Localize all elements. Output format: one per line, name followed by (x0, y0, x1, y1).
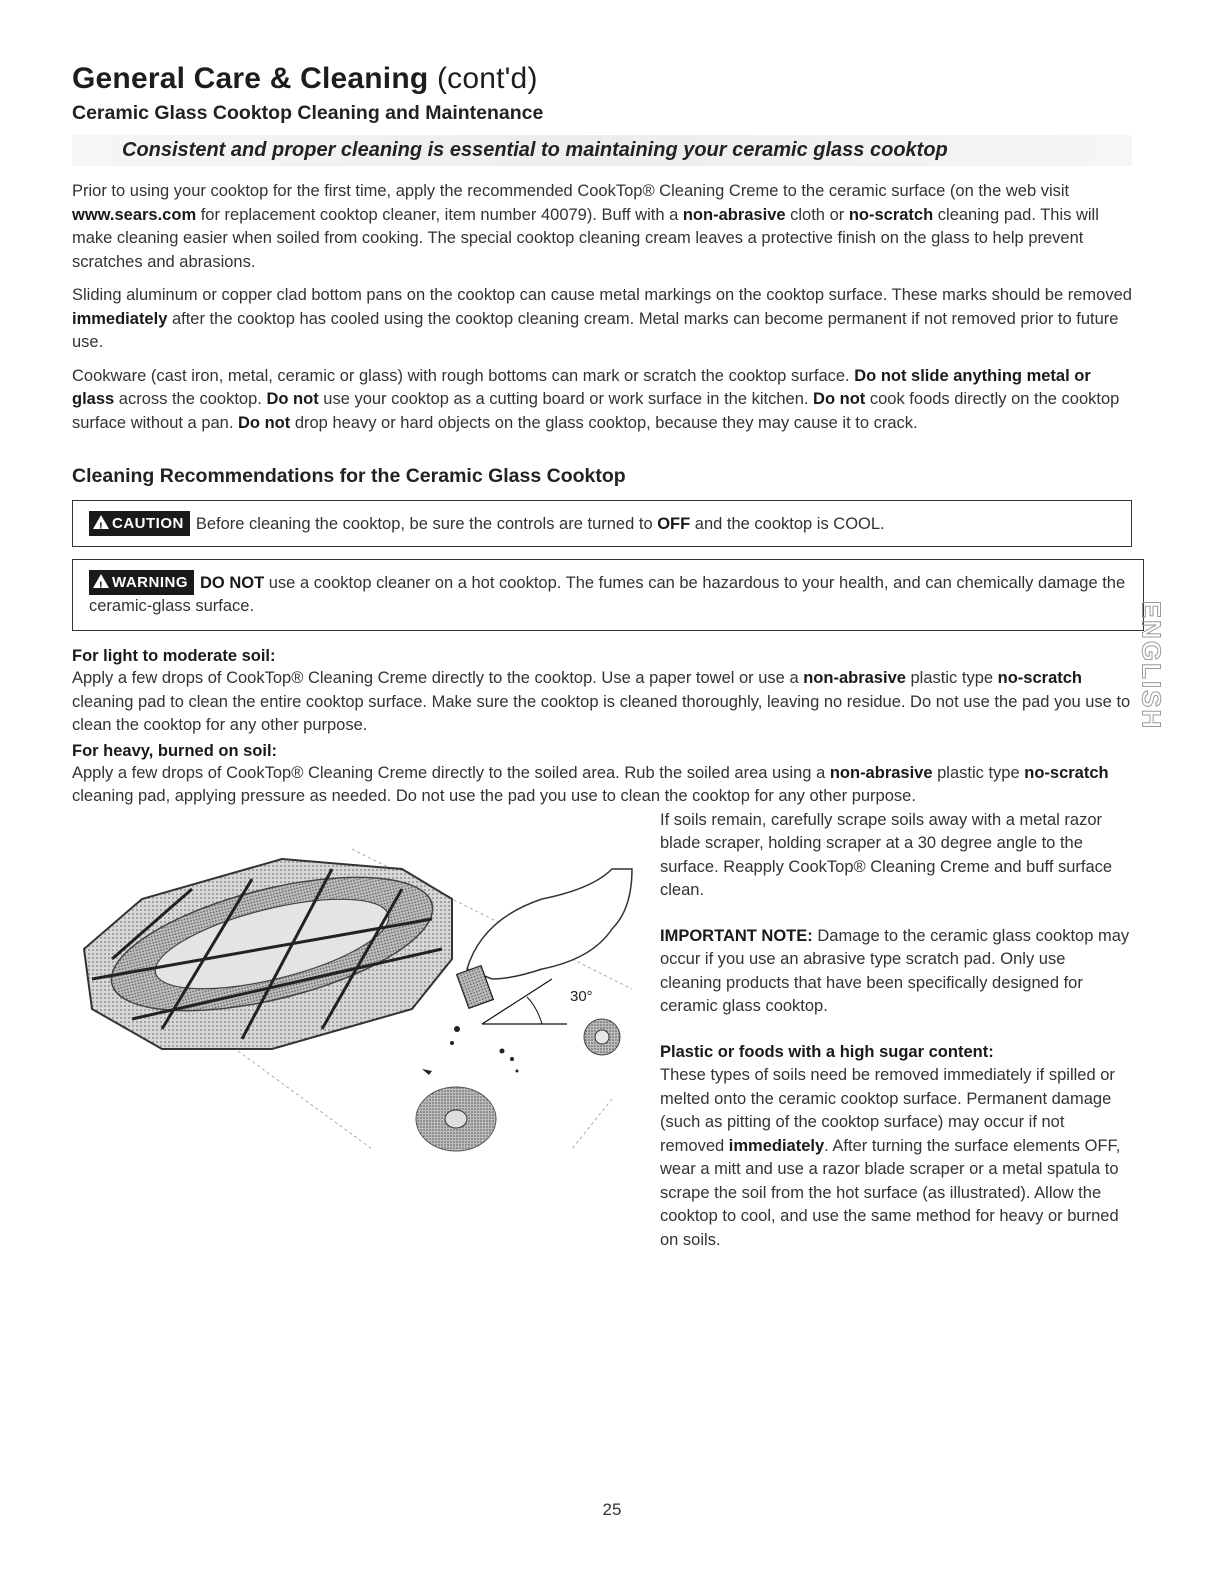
warning-triangle-icon (93, 574, 109, 588)
burner-cap-large (416, 1087, 496, 1151)
sugar-content-text: These types of soils need be removed immediately if spilled or melted onto the ceramic cooktop surface. Permanent damage (such as pitting of the cooktop surface) may occur if not removed immediately. After turning the surface elements OFF, wear a mitt and use a razor blade scraper or a metal spatula to scrape the soil from the hot surface (as illustrated). Allow the cooktop to cool, and use the same method for heavy or burned on soils. (660, 1066, 1121, 1249)
angle-label: 30° (570, 987, 593, 1005)
caution-box: !CAUTION Before cleaning the cooktop, be sure the controls are turned to OFF and the cooktop is COOL. (72, 500, 1132, 547)
hand-with-scraper (457, 869, 632, 1024)
heavy-soil-heading: For heavy, burned on soil: (72, 741, 278, 760)
right-column (660, 809, 1130, 1253)
recommendations-heading: Cleaning Recommendations for the Ceramic Glass Cooktop (72, 465, 626, 487)
caution-label: !CAUTION (89, 511, 190, 536)
page-title (72, 62, 1132, 96)
cooktop-illustration-svg (72, 829, 642, 1159)
soil-spots (422, 1026, 519, 1075)
cooktop-scraping-illustration (72, 829, 642, 1159)
intro-paragraph-2: Sliding aluminum or copper clad bottom pans on the cooktop can cause metal markings on the cooktop surface. These marks should be removed immediately after the cooktop has cooled using the cooktop cleaning cream. Metal marks can become permanent if not removed prior to future use. (72, 286, 1132, 351)
heavy-soil-text: Apply a few drops of CookTop® Cleaning Creme directly to the soiled area. Rub the soiled area using a non-abrasive plastic type no-scratch cleaning pad, applying pressure as needed. Do not use the pad you use to clean the cooktop for any other purpose. (72, 763, 1109, 805)
burner-cap-small (584, 1019, 620, 1055)
light-soil-heading: For light to moderate soil: (72, 647, 276, 665)
intro-paragraph-1: Prior to using your cooktop for the first time, apply the recommended CookTop® Cleaning Creme to the ceramic surface (on the web visit www.sears.com for replacement cooktop cleaner, item number 40079). Buff with a non-abrasive cloth or no-scratch cleaning pad. This will make cleaning easier when soiled from cooking. The special cooktop cleaning cream leaves a protective finish on the glass to help prevent scratches and abrasions. (72, 182, 1099, 271)
burner-grate (84, 850, 452, 1048)
scrape-instructions: If soils remain, carefully scrape soils away with a metal razor blade scraper, holding scraper at a 30 degree angle to the surface. Reapply CookTop® Cleaning Creme and buff surface clean. (660, 810, 1113, 899)
page-title-main: General Care & Cleaning (72, 62, 429, 95)
sears-link[interactable]: www.sears.com (72, 205, 197, 224)
section-subtitle: Ceramic Glass Cooktop Cleaning and Maintenance (72, 102, 544, 124)
side-language-tab: ENGLISH (1136, 600, 1167, 730)
emphasis-banner: Consistent and proper cleaning is essential to maintaining your ceramic glass cooktop (72, 135, 1132, 166)
warning-triangle-icon (93, 515, 109, 529)
sugar-content-heading: Plastic or foods with a high sugar content: (660, 1042, 994, 1061)
page-title-contd: (cont'd) (436, 62, 538, 95)
lower-section (72, 809, 1132, 1309)
manual-page (72, 62, 1132, 1309)
warning-box: !WARNING DO NOT use a cooktop cleaner on a hot cooktop. The fumes can be hazardous to your health, and can chemically damage the ceramic-glass surface. (72, 559, 1144, 631)
light-soil-text: Apply a few drops of CookTop® Cleaning Creme directly to the cooktop. Use a paper towel or use a non-abrasive plastic type no-scratch cleaning pad to clean the entire cooktop surface. Make sure the cooktop is cleaned thoroughly, leaving no residue. Do not use the pad you use to clean the cooktop for any other purpose. (72, 669, 1131, 734)
warning-label: !WARNING (89, 570, 194, 595)
important-note: IMPORTANT NOTE: Damage to the ceramic glass cooktop may occur if you use an abrasive type scratch pad. Only use cleaning products that have been specifically designed for ceramic glass cooktop. (660, 926, 1130, 1015)
intro-paragraph-3: Cookware (cast iron, metal, ceramic or glass) with rough bottoms can mark or scratch the cooktop surface. Do not slide anything metal or glass across the cooktop. Do not use your cooktop as a cutting board or work surface in the kitchen. Do not cook foods directly on the cooktop surface without a pan. Do not drop heavy or hard objects on the glass cooktop, because they may cause it to crack. (72, 366, 1120, 432)
page-number: 25 (602, 1500, 622, 1519)
